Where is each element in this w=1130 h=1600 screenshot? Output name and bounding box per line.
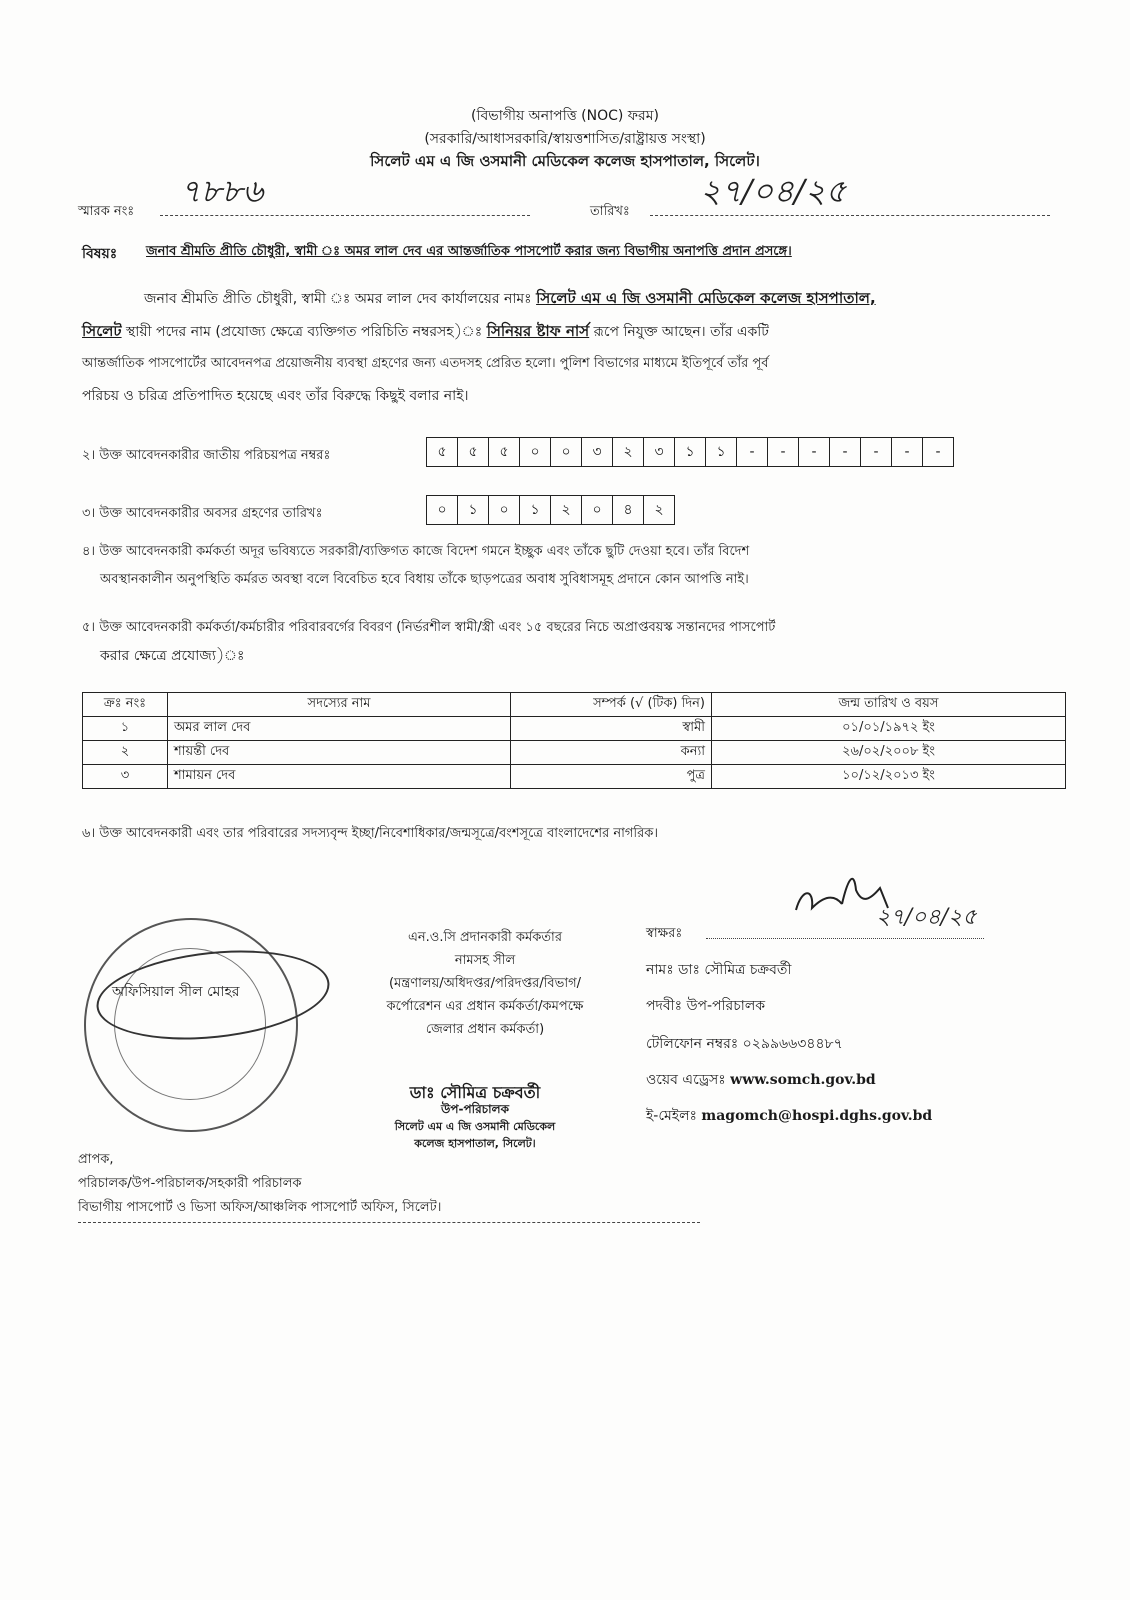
nid-digit-box: ৫ [427,438,458,466]
cell-name: অমর লাল দেব [168,717,511,741]
seal-instructions [340,926,630,1041]
paragraph-1 [82,282,1062,412]
recipient-line2: পরিচালক/উপ-পরিচালক/সহকারী পরিচালক [78,1176,302,1191]
cell-relation: স্বামী [511,717,712,741]
memo-date-label: তারিখঃ [590,204,630,219]
nid-digit-box: ৫ [489,438,520,466]
table-row [83,765,1066,789]
nid-digit-box: ০ [520,438,551,466]
p1-office-name: সিলেট এম এ জি ওসমানী মেডিকেল কলেজ হাসপাতাল, [536,289,876,307]
item-4 [82,538,1062,594]
cell-dob: ০১/০১/১৯৭২ ইং [712,717,1066,741]
retirement-digit-box: ০ [427,496,458,524]
nid-digit-box: ৩ [644,438,675,466]
org-types: (সরকারি/আধাসরকারি/স্বায়ত্তশাসিত/রাষ্ট্রায়ত্ত সংস্থা) [424,131,706,147]
email-label: ই-মেইলঃ [646,1108,697,1124]
retirement-digit-box: ৪ [613,496,644,524]
nid-digit-box: ০ [551,438,582,466]
nid-number-boxes [426,437,954,467]
nid-digit-box: - [935,444,941,460]
table-row [83,741,1066,765]
nid-digit-box: - [861,438,892,466]
retirement-digit-box: ১ [520,496,551,524]
stamp-org-line2: কলেজ হাসপাতাল, সিলেট। [414,1137,536,1150]
memo-date-value: ২৭/০৪/২৫ [700,172,847,210]
table-row [83,717,1066,741]
cell-serial: ১ [83,717,168,741]
seal-line1: এন.ও.সি প্রদানকারী কর্মকর্তার [408,930,562,945]
sign-date: ২৭/০৪/২৫ [876,905,977,930]
signatory-email-row [646,1104,932,1128]
item4-line1: ৪। উক্ত আবেদনকারী কর্মকর্তা অদূর ভবিষ্যতে সরকারী/ব্যক্তিগত কাজে বিদেশ গমনে ইচ্ছুক এবং তাঁকে ছুটি দেওয়া হবে। তাঁর বিদেশ [82,544,750,559]
p1-line4: পরিচয় ও চরিত্র প্রতিপাদিত হয়েছে এবং তাঁর বিরুদ্ধে কিছুই বলার নাই। [82,388,469,404]
family-table [82,692,1066,789]
p1-designation: সিনিয়র ষ্টাফ নার্স [486,322,590,340]
nid-digit-box: - [768,438,799,466]
family-table-header [83,693,1066,717]
item2-label: ২। উক্ত আবেদনকারীর জাতীয় পরিচয়পত্র নম্বরঃ [82,448,331,463]
subject-text: জনাব শ্রীমতি প্রীতি চৌধুরী, স্বামী ঃ অমর লাল দেব এর আন্তর্জাতিক পাসপোর্ট করার জন্য বিভাগীয় অনাপত্তি প্রদান প্রসঙ্গে। [146,244,792,259]
institution-name: সিলেট এম এ জি ওসমানী মেডিকেল কলেজ হাসপাতাল, সিলেট। [370,152,760,170]
seal-line3: (মন্ত্রণালয়/অধিদপ্তর/পরিদপ্তর/বিভাগ/ [388,976,582,991]
recipient-line1: প্রাপক, [78,1152,114,1167]
nid-digit-box: - [830,438,861,466]
nid-digit-box: ৫ [458,438,489,466]
item4-line2: অবস্থানকালীন অনুপস্থিতি কর্মরত অবস্থা বলে বিবেচিত হবে বিধায় তাঁকে ছাড়পত্রের অবাধ সুবিধাসমূহ প্রদানে কোন আপত্তি নাই। [100,572,749,587]
retirement-digit-box: ২ [654,502,664,518]
seal-line2: নামসহ সীল [454,953,516,968]
retirement-digit-box: ০ [582,496,613,524]
col-serial: ক্রঃ নংঃ [83,693,168,717]
sign-label: স্বাক্ষরঃ [646,926,683,941]
recipient-line3: বিভাগীয় পাসপোর্ট ও ভিসা অফিস/আঞ্চলিক পাসপোর্ট অফিস, সিলেট। [78,1200,442,1215]
p1-city: সিলেট [82,322,122,340]
cell-relation: কন্যা [511,741,712,765]
item3-label: ৩। উক্ত আবেদনকারীর অবসর গ্রহণের তারিখঃ [82,506,323,521]
col-name: সদস্যের নাম [168,693,511,717]
signatory-web-row [646,1068,876,1092]
recipient-block [78,1148,441,1220]
nid-digit-box: ১ [675,438,706,466]
p1-line2-b: স্থায়ী পদের নাম (প্রযোজ্য ক্ষেত্রে ব্যক্তিগত পরিচিতি নম্বরসহ)ঃ [126,324,483,340]
nid-digit-box: - [892,438,923,466]
official-seal-label: অফিসিয়াল সীল মোহর [112,984,240,1000]
nid-digit-box: - [799,438,830,466]
item5-line1: ৫। উক্ত আবেদনকারী কর্মকর্তা/কর্মচারীর পরিবারবর্গের বিবরণ (নির্ভরশীল স্বামী/স্ত্রী এবং ১৫ বছরের নিচে অপ্রাপ্তবয়স্ক সন্তানদের পাসপোর্ট [82,620,776,635]
p1-line3: আন্তর্জাতিক পাসপোর্টের আবেদনপত্র প্রয়োজনীয় ব্যবস্থা গ্রহণের জন্য এতদসহ প্রেরিত হলো। পুলিশ বিভাগের মাধ্যমে ইতিপূর্বে তাঁর পূর্ব [82,356,769,371]
p1-line2-d: রূপে নিযুক্ত আছেন। তাঁর একটি [593,324,769,340]
stamp-org-line1: সিলেট এম এ জি ওসমানী মেডিকেল [394,1120,556,1133]
email-address: magomch@hospi.dghs.gov.bd [701,1108,933,1124]
cell-name: শামায়ন দেব [168,765,511,789]
signatory-phone: টেলিফোন নম্বরঃ ০২৯৯৬৬৩৪৪৮৭ [646,1036,843,1052]
web-address: www.somch.gov.bd [730,1072,876,1088]
subject-label: বিষয়ঃ [82,246,118,262]
nid-digit-box: ১ [706,438,737,466]
memo-no-value: ৭৮৮৬ [180,172,264,210]
memo-no-label: স্মারক নংঃ [78,204,135,219]
nid-digit-box: ২ [613,438,644,466]
officer-stamp [330,1084,620,1152]
nid-digit-box: - [737,438,768,466]
stamp-name: ডাঃ সৌমিত্র চক্রবর্তী [409,1083,541,1102]
cell-dob: ২৬/০২/২০০৮ ইং [712,741,1066,765]
item5-line2: করার ক্ষেত্রে প্রযোজ্য)ঃ [100,648,245,664]
form-title: (বিভাগীয় অনাপত্তি (NOC) ফরম) [471,108,659,124]
retirement-digit-box: ২ [551,496,582,524]
cell-name: শায়ন্তী দেব [168,741,511,765]
seal-line5: জেলার প্রধান কর্মকর্তা) [425,1022,545,1037]
item-5 [82,614,1062,670]
signatory-name: নামঃ ডাঃ সৌমিত্র চক্রবর্তী [646,962,792,978]
cell-serial: ৩ [83,765,168,789]
seal-line4: কর্পোরেশন এর প্রধান কর্মকর্তা/কমপক্ষে [386,999,584,1014]
cell-dob: ১০/১২/২০১৩ ইং [712,765,1066,789]
p1-line1-a: জনাব শ্রীমতি প্রীতি চৌধুরী, স্বামী ঃ অমর লাল দেব কার্যালয়ের নামঃ [144,291,532,307]
retirement-digit-box: ০ [489,496,520,524]
stamp-designation: উপ-পরিচালক [441,1102,509,1116]
retirement-date-boxes [426,495,675,525]
col-relation: সম্পর্ক (√ (টিক) দিন) [511,693,712,717]
signatory-designation: পদবীঃ উপ-পরিচালক [646,998,766,1014]
item6-text: ৬। উক্ত আবেদনকারী এবং তার পরিবারের সদস্যবৃন্দ ইচ্ছা/নিবেশাধিকার/জন্মসূত্রে/বংশসূত্রে বাংলাদেশের নাগরিক। [82,826,659,841]
col-dob: জন্ম তারিখ ও বয়স [712,693,1066,717]
nid-digit-box: ৩ [582,438,613,466]
recipient-rule [78,1222,700,1223]
signature-line [706,938,984,939]
cell-relation: পুত্র [511,765,712,789]
retirement-digit-box: ১ [458,496,489,524]
cell-serial: ২ [83,741,168,765]
web-label: ওয়েব এড্রেসঃ [646,1072,726,1088]
